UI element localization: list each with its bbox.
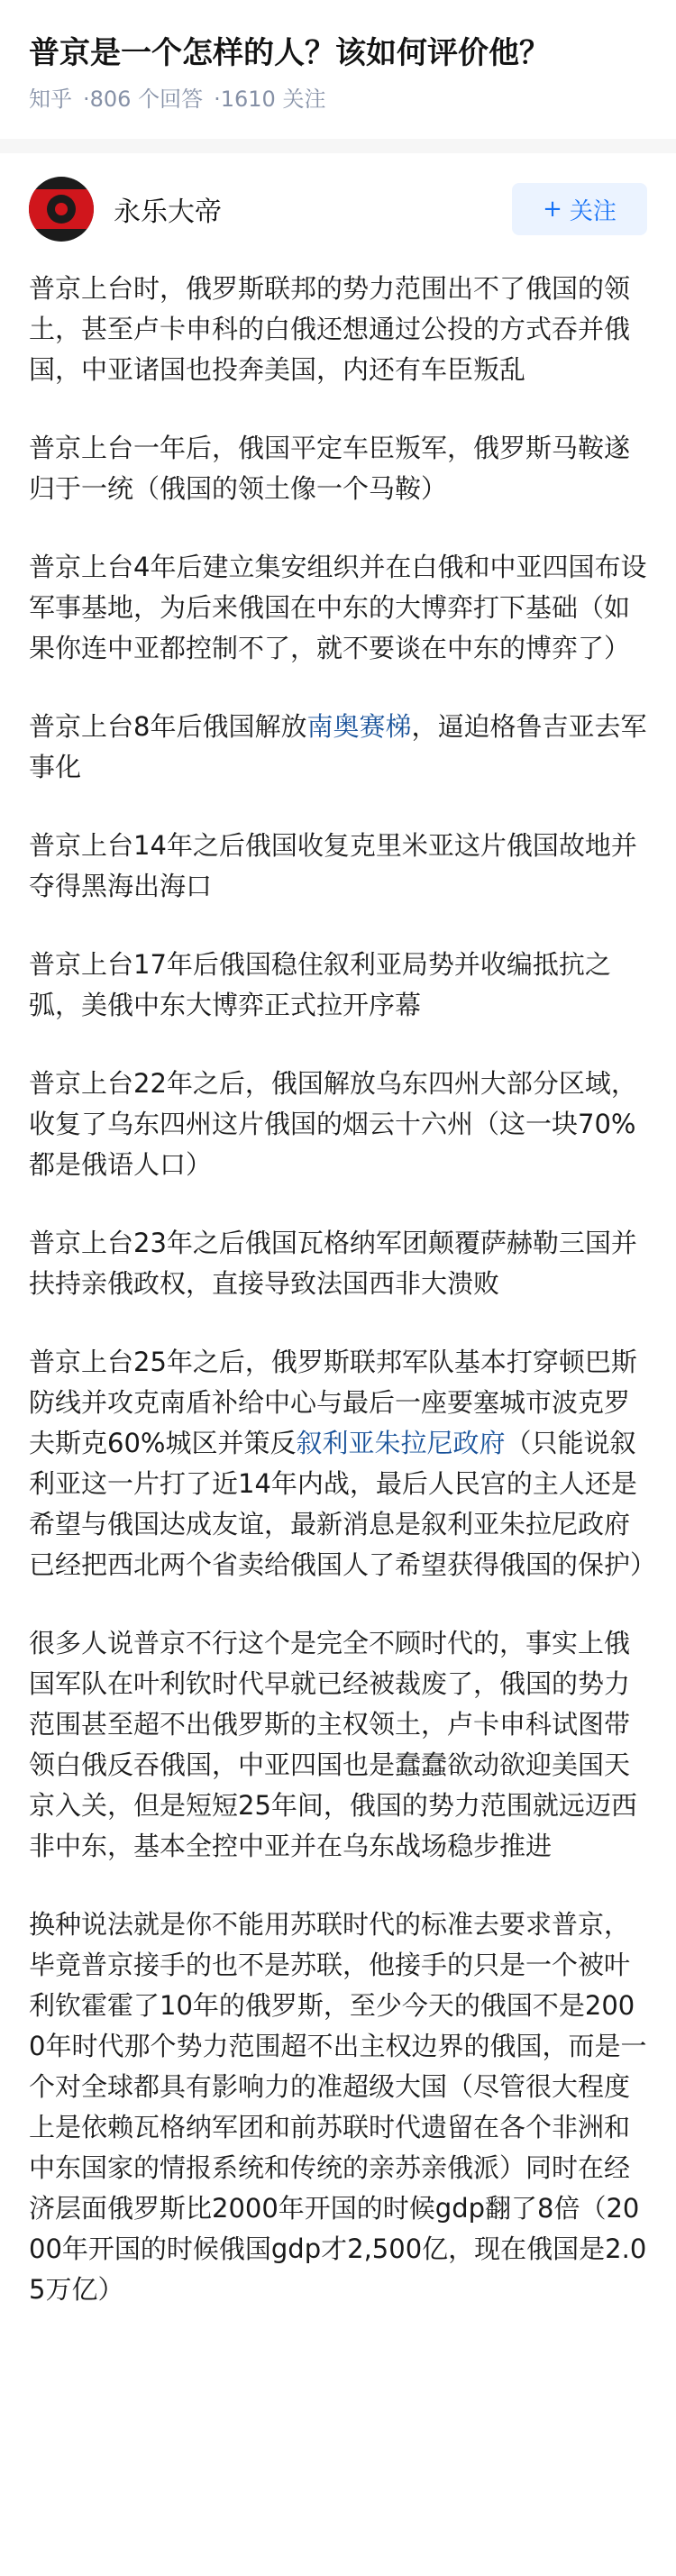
answers-label: 个回答 [138,87,204,112]
answers-count: 806 [89,87,132,112]
answer-paragraph: 普京上台14年之后俄国收复克里米亚这片俄国故地并夺得黑海出海口 [29,830,637,901]
answer-paragraph: 普京上台一年后，俄国平定车臣叛军，俄罗斯马鞍遂归于一统（俄国的领土像一个马鞍） [29,433,631,504]
avatar[interactable] [29,177,94,242]
source-label: 知乎 [29,87,72,112]
answer-paragraph: 普京上台22年之后，俄国解放乌东四州大部分区域，收复了乌东四州这片俄国的烟云十六州（这一块70%都是俄语人口） [29,1068,637,1180]
link-syria-julani-government[interactable]: 叙利亚朱拉尼政府 [296,1428,506,1458]
plus-icon: + [543,196,562,223]
author-name[interactable]: 永乐大帝 [114,196,222,228]
answer-paragraph: 很多人说普京不行这个是完全不顾时代的，事实上俄国军队在叶利钦时代早就已经被裁废了，俄国的势力范围甚至超不出俄罗斯的主权领土，卢卡申科试图带领白俄反吞俄国，中亚四国也是蠢蠢欲动欲迎美国天京入关，但是短短25年间，俄国的势力范围就远迈西非中东，基本全控中亚并在乌东战场稳步推进 [29,1628,637,1861]
paragraph-text: 普京上台25年之后，俄罗斯联邦军队基本打穿顿巴斯防线并攻克南盾补给中心与最后一座要塞城市波克罗夫斯克60%城区并策反 [29,1347,637,1458]
paragraph-text: ，逼迫格鲁吉亚去军事化 [29,711,647,782]
link-south-ossetia[interactable]: 南奥赛梯 [306,711,412,742]
answer-paragraph [29,1342,657,1585]
answer-paragraph [29,707,647,788]
answer-paragraph: 普京上台时，俄罗斯联邦的势力范围出不了俄国的领土，甚至卢卡申科的白俄还想通过公投的方式吞并俄国，中亚诸国也投奔美国，内还有车臣叛乱 [29,273,631,385]
section-divider [0,139,676,153]
answer-paragraph: 换种说法就是你不能用苏联时代的标准去要求普京，毕竟普京接手的也不是苏联，他接手的只是一个被叶利钦霍霍了10年的俄罗斯，至少今天的俄国不是2000年时代那个势力范围超不出主权边界的俄国，而是一个对全球都具有影响力的准超级大国（尽管很大程度上是依赖瓦格纳军团和前苏联时代遗留在各个非洲和中东国家的情报系统和传统的亲苏亲俄派）同时在经济层面俄罗斯比2000年开国的时候gdp翻了8倍（2000年开国的时候俄国gdp才2,500亿，现在俄国是2.05万亿） [29,1909,647,2305]
follow-button[interactable] [512,183,647,235]
question-title[interactable]: 普京是一个怎样的人？该如何评价他？ [29,35,550,71]
paragraph-text: 普京上台8年后俄国解放 [29,711,307,742]
follow-label: 关注 [569,197,617,225]
answer-paragraph: 普京上台17年后俄国稳住叙利亚局势并收编抵抗之弧，美俄中东大博弈正式拉开序幕 [29,949,611,1020]
avatar-emblem-icon [47,195,76,224]
author-row [0,153,676,245]
answer-paragraph: 普京上台23年之后俄国瓦格纳军团颠覆萨赫勒三国并扶持亲俄政权，直接导致法国西非大溃败 [29,1228,637,1299]
question-meta [0,76,676,115]
meta-separator: · [83,87,90,112]
meta-separator: · [214,87,221,112]
answer-content [0,245,676,2310]
paragraph-text: （只能说叙利亚这一片打了近14年内战，最后人民宫的主人还是希望与俄国达成友谊，最新消息是叙利亚朱拉尼政府已经把西北两个省卖给俄国人了希望获得俄国的保护） [29,1428,657,1580]
answer-paragraph: 普京上台4年后建立集安组织并在白俄和中亚四国布设军事基地，为后来俄国在中东的大博弈打下基础（如果你连中亚都控制不了，就不要谈在中东的博弈了） [29,552,647,663]
followers-label: 关注 [282,87,326,112]
followers-count: 1610 [220,87,276,112]
